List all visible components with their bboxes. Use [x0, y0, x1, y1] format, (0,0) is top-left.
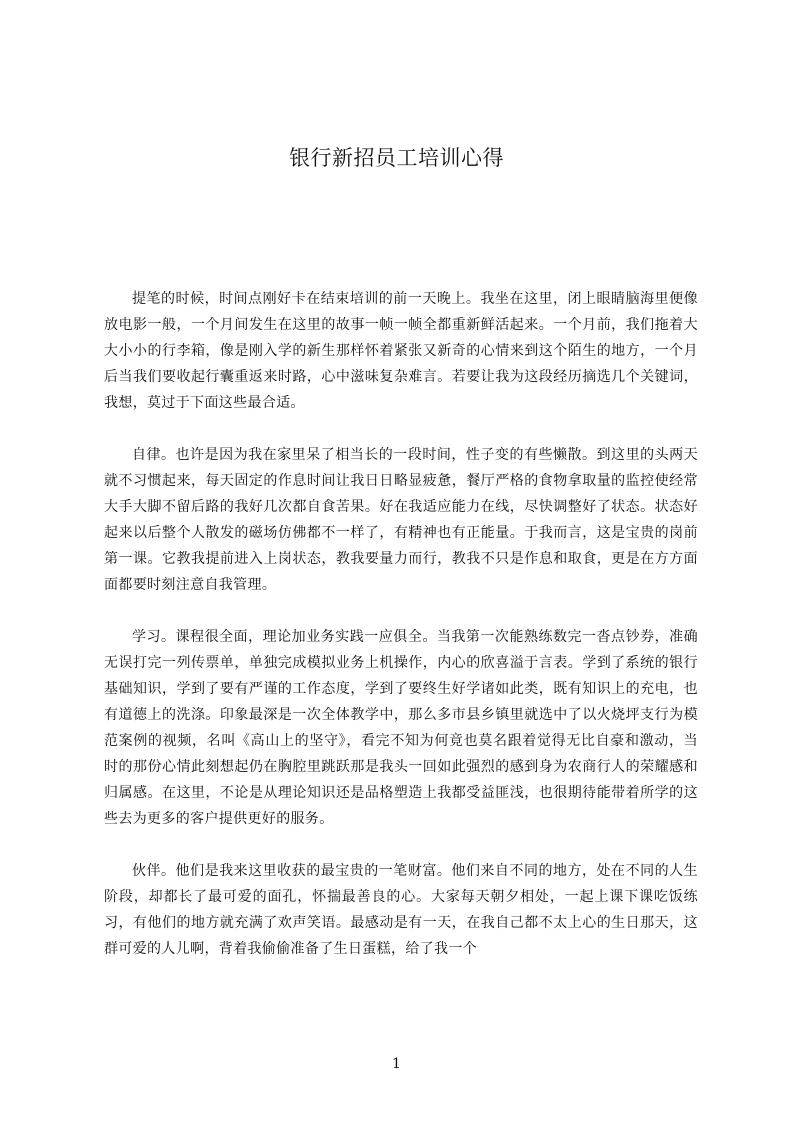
- paragraph-self-discipline: 自律。也许是因为我在家里呆了相当长的一段时间，性子变的有些懒散。到这里的头两天就不习惯起来，每天固定的作息时间让我日日略显疲惫，餐厅严格的食物拿取量的监控使经常大手大脚不留后路的我好几次都自食苦果。好在我适应能力在线，尽快调整好了状态。状态好起来以后整个人散发的磁场仿佛都不一样了，有精神也有正能量。于我而言，这是宝贵的岗前第一课。它教我提前进入上岗状态，教我要量力而行，教我不只是作息和取食，更是在方方面面都要时刻注意自我管理。: [104, 447, 698, 593]
- document-title: 银行新招员工培训心得: [289, 146, 504, 170]
- page-number: 1: [392, 1056, 401, 1072]
- paragraph-learning: 学习。课程很全面，理论加业务实践一应俱全。当我第一次能熟练数完一沓点钞券，准确无误打完一列传票单，单独完成模拟业务上机操作，内心的欣喜溢于言表。学到了系统的银行基础知识，学到了要有严谨的工作态度，学到了要终生好学诸如此类，既有知识上的充电，也有道德上的洗涤。印象最深是一次全体教学中，那么多市县乡镇里就选中了以火烧坪支行为模范案例的视频，名叫《高山上的坚守》，看完不知为何竟也莫名跟着觉得无比自豪和激动，当时的那份心情此刻想起仍在胸腔里跳跃那是我头一回如此强烈的感到身为农商行人的荣耀感和归属感。在这里，不论是从理论知识还是品格塑造上我都受益匪浅，也很期待能带着所学的这些去为更多的客户提供更好的服务。: [104, 629, 698, 827]
- paragraph-intro: 提笔的时候，时间点刚好卡在结束培训的前一天晚上。我坐在这里，闭上眼睛脑海里便像放电影一般，一个月间发生在这里的故事一帧一帧全都重新鲜活起来。一个月前，我们拖着大大小小的行李箱，像是刚入学的新生那样怀着紧张又新奇的心情来到这个陌生的地方，一个月后当我们要收起行囊重返来时路，心中滋味复杂难言。若要让我为这段经历摘选几个关键词，我想，莫过于下面这些最合适。: [104, 291, 698, 411]
- paragraph-partners: 伙伴。他们是我来这里收获的最宝贵的一笔财富。他们来自不同的地方，处在不同的人生阶段，却都长了最可爱的面孔，怀揣最善良的心。大家每天朝夕相处，一起上课下课吃饭练习，有他们的地方就充满了欢声笑语。最感动是有一天，在我自己都不太上心的生日那天，这群可爱的人儿啊，背着我偷偷准备了生日蛋糕，给了我一个: [104, 863, 698, 957]
- document-body: [104, 286, 698, 988]
